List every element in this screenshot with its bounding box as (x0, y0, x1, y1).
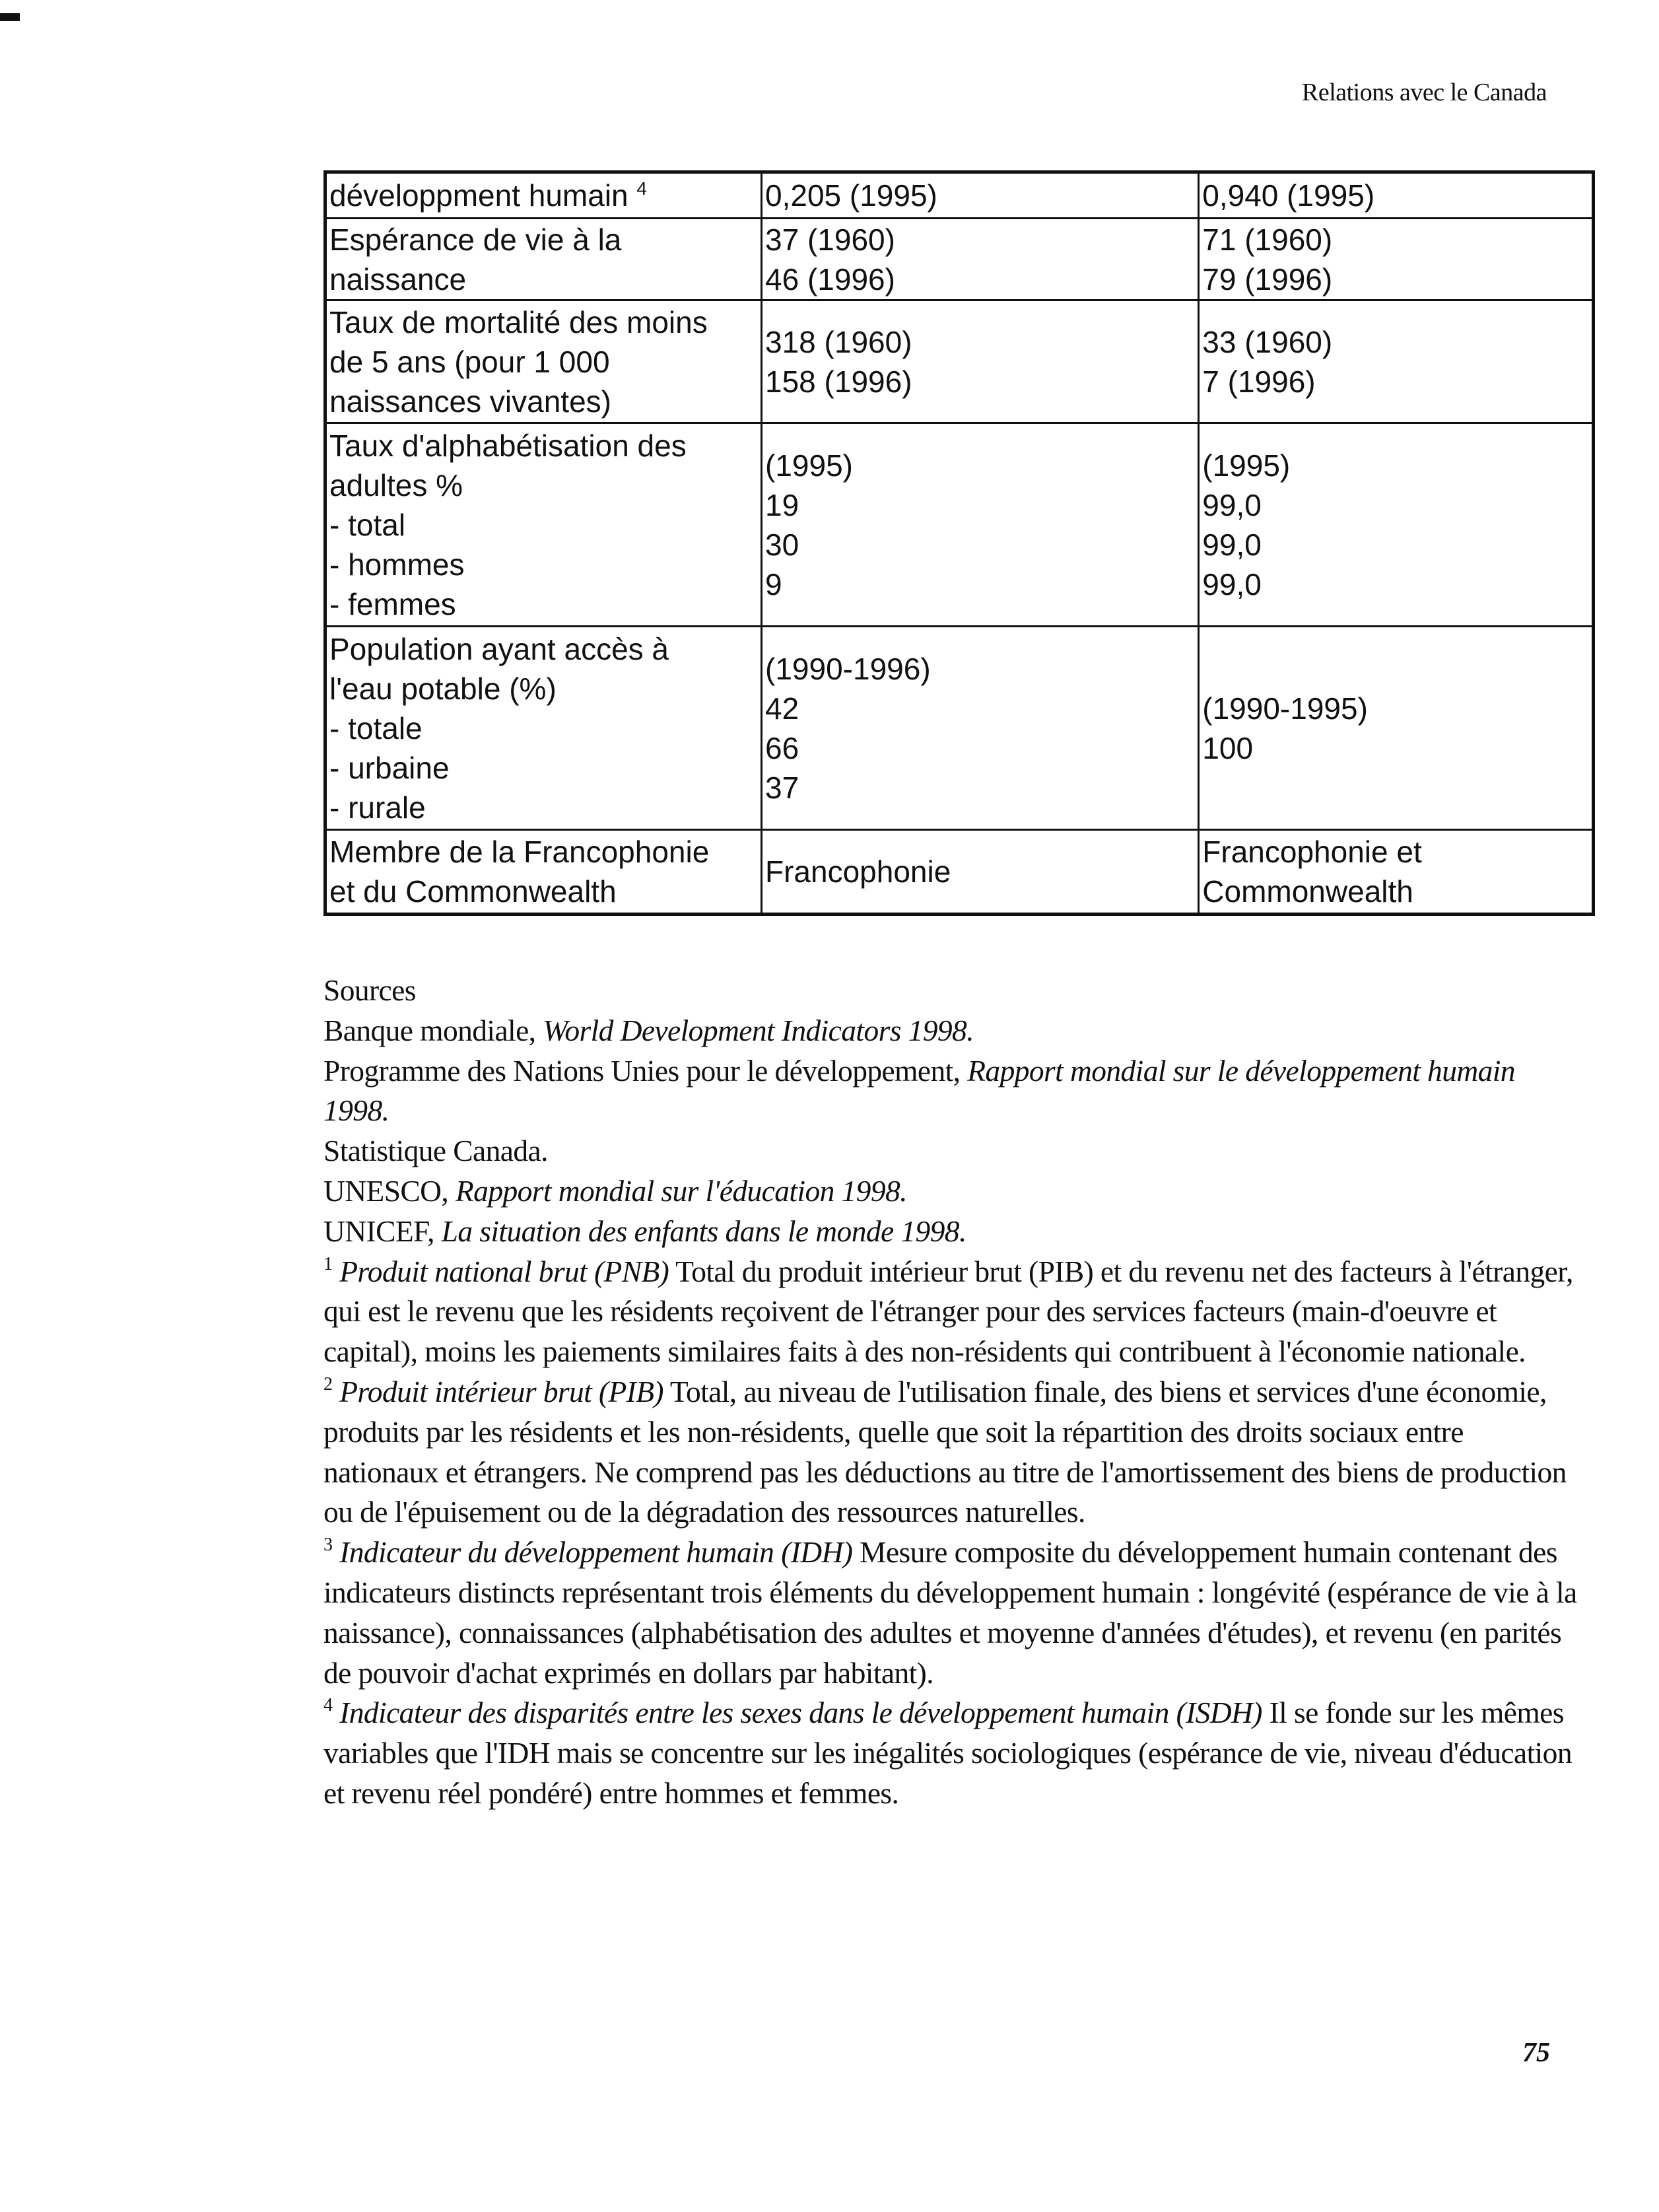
notes-section (323, 971, 1578, 1814)
source-entry: UNESCO, Rapport mondial sur l'éducation 1998. (323, 1173, 907, 1208)
country-value: (1995) 19 30 9 (762, 423, 1199, 627)
row-label: Population ayant accès à l'eau potable (%) - totale - urbaine - rurale (325, 627, 762, 830)
canada-value: 33 (1960) 7 (1996) (1199, 300, 1594, 423)
row-label: Membre de la Francophonie et du Commonwealth (325, 830, 762, 915)
footnote-term: Indicateur du développement humain (IDH) (339, 1535, 853, 1570)
canada-value: (1995) 99,0 99,0 99,0 (1199, 423, 1594, 627)
indicator-table (323, 170, 1595, 916)
row-label: Taux de mortalité des moins de 5 ans (pour 1 000 naissances vivantes) (325, 300, 762, 423)
footnote-term: Indicateur des disparités entre les sexes dans le développement humain (ISDH) (339, 1696, 1262, 1730)
source-entry: Banque mondiale, World Development Indicators 1998. (323, 1013, 974, 1047)
footnote: $^3$ Indicateur du développement humain (IDH) Mesure composite du développement humain contenant des indicateurs distincts représentant trois éléments du développement humain : longévité (espérance de vie à la naissance), connaissances (alphabétisation des adultes et moyenne d'années d'études), et revenu (en parités de pouvoir d'achat exprimés en dollars par habitant). (323, 1535, 1577, 1690)
canada-value: 0,940 (1995) (1199, 172, 1594, 219)
table-row (325, 423, 1594, 627)
page-number: 75 (1522, 2038, 1550, 2068)
source-entry: UNICEF, La situation des enfants dans le monde 1998. (323, 1214, 966, 1248)
footnote: $^1$ Produit national brut (PNB) Total du produit intérieur brut (PIB) et du revenu net des facteurs à l'étranger, qui est le revenu que les résidents reçoivent de l'étranger pour des services facteurs (main-d'oeuvre et capital), moins les paiements similaires faits à des non-résidents qui contribuent à l'économie nationale. (323, 1253, 1573, 1369)
page-edge-mark (0, 13, 20, 21)
source-entry: Statistique Canada. (323, 1134, 548, 1168)
row-label: développment humain $^4$ (325, 172, 762, 219)
footnote-term: Produit intérieur brut (PIB) (339, 1374, 663, 1408)
table-row (325, 627, 1594, 830)
table-row (325, 300, 1594, 423)
footnote: $^2$ Produit intérieur brut (PIB) Total, au niveau de l'utilisation finale, des biens et services d'une économie, produits par les résidents et les non-résidents, quelle que soit la répartition des droits sociaux entre nationaux et étrangers. Ne comprend pas les déductions au titre de l'amortissement des biens de production ou de l'épuisement ou de la dégradation des ressources naturelles. (323, 1373, 1567, 1529)
canada-value: (1990-1995) 100 (1199, 627, 1594, 830)
row-label: Espérance de vie à la naissance (325, 219, 762, 300)
footnote-number: 2 (323, 1373, 333, 1395)
footnote: $^4$ Indicateur des disparités entre les sexes dans le développement humain (ISDH) Il se fonde sur les mêmes variables que l'IDH mais se concentre sur les inégalités sociologiques (espérance de vie, niveau d'éducation et revenu réel pondéré) entre hommes et femmes. (323, 1695, 1572, 1810)
country-value: Francophonie (762, 830, 1199, 915)
country-value: 318 (1960) 158 (1996) (762, 300, 1199, 423)
country-value: (1990-1996) 42 66 37 (762, 627, 1199, 830)
source-entry: Programme des Nations Unies pour le développement, Rapport mondial sur le développement humain 1998. (323, 1053, 1515, 1128)
table-row (325, 172, 1594, 219)
running-head: Relations avec le Canada (1301, 79, 1547, 106)
table-row (325, 830, 1594, 915)
sources-heading: Sources (323, 973, 416, 1007)
row-label: Taux d'alphabétisation des adultes % - total - hommes - femmes (325, 423, 762, 627)
footnote-term: Produit national brut (PNB) (339, 1254, 669, 1288)
footnote-ref: 4 (636, 178, 647, 199)
footnote-number: 3 (323, 1535, 333, 1556)
footnote-number: 1 (323, 1253, 333, 1274)
footnote-number: 4 (323, 1695, 333, 1716)
canada-value: Francophonie et Commonwealth (1199, 830, 1594, 915)
canada-value: 71 (1960) 79 (1996) (1199, 219, 1594, 300)
country-value: 37 (1960) 46 (1996) (762, 219, 1199, 300)
table-row (325, 219, 1594, 300)
country-value: 0,205 (1995) (762, 172, 1199, 219)
